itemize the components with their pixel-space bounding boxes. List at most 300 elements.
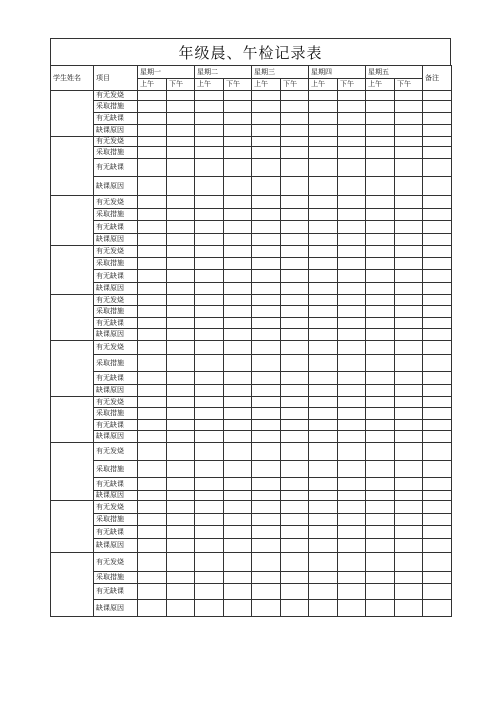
record-cell[interactable] bbox=[138, 113, 167, 125]
record-cell[interactable] bbox=[309, 539, 338, 553]
record-cell[interactable] bbox=[338, 443, 366, 461]
record-cell[interactable] bbox=[167, 539, 195, 553]
record-cell[interactable] bbox=[252, 539, 281, 553]
record-cell[interactable] bbox=[309, 491, 338, 501]
record-cell[interactable] bbox=[252, 258, 281, 270]
remarks-cell[interactable] bbox=[423, 572, 452, 584]
record-cell[interactable] bbox=[167, 431, 195, 443]
remarks-cell[interactable] bbox=[423, 196, 452, 209]
record-cell[interactable] bbox=[395, 234, 423, 246]
record-cell[interactable] bbox=[366, 341, 395, 355]
record-cell[interactable] bbox=[252, 408, 281, 420]
record-cell[interactable] bbox=[224, 91, 252, 101]
record-cell[interactable] bbox=[338, 514, 366, 526]
record-cell[interactable] bbox=[224, 372, 252, 385]
record-cell[interactable] bbox=[338, 355, 366, 372]
record-cell[interactable] bbox=[338, 584, 366, 600]
record-cell[interactable] bbox=[395, 491, 423, 501]
record-cell[interactable] bbox=[281, 397, 309, 408]
record-cell[interactable] bbox=[252, 159, 281, 177]
record-cell[interactable] bbox=[252, 501, 281, 514]
record-cell[interactable] bbox=[252, 355, 281, 372]
record-cell[interactable] bbox=[195, 283, 224, 295]
record-cell[interactable] bbox=[366, 283, 395, 295]
remarks-cell[interactable] bbox=[423, 246, 452, 258]
record-cell[interactable] bbox=[252, 101, 281, 113]
record-cell[interactable] bbox=[224, 553, 252, 572]
record-cell[interactable] bbox=[395, 539, 423, 553]
record-cell[interactable] bbox=[167, 514, 195, 526]
record-cell[interactable] bbox=[338, 341, 366, 355]
record-cell[interactable] bbox=[338, 553, 366, 572]
record-cell[interactable] bbox=[252, 91, 281, 101]
record-cell[interactable] bbox=[366, 101, 395, 113]
record-cell[interactable] bbox=[224, 355, 252, 372]
record-cell[interactable] bbox=[338, 397, 366, 408]
remarks-cell[interactable] bbox=[423, 101, 452, 113]
record-cell[interactable] bbox=[138, 501, 167, 514]
record-cell[interactable] bbox=[281, 147, 309, 159]
record-cell[interactable] bbox=[224, 125, 252, 137]
record-cell[interactable] bbox=[281, 514, 309, 526]
record-cell[interactable] bbox=[252, 491, 281, 501]
record-cell[interactable] bbox=[252, 196, 281, 209]
record-cell[interactable] bbox=[281, 177, 309, 196]
remarks-cell[interactable] bbox=[423, 420, 452, 431]
record-cell[interactable] bbox=[195, 501, 224, 514]
record-cell[interactable] bbox=[338, 147, 366, 159]
record-cell[interactable] bbox=[395, 431, 423, 443]
record-cell[interactable] bbox=[395, 113, 423, 125]
remarks-cell[interactable] bbox=[423, 113, 452, 125]
record-cell[interactable] bbox=[224, 318, 252, 329]
record-cell[interactable] bbox=[395, 420, 423, 431]
record-cell[interactable] bbox=[195, 600, 224, 617]
record-cell[interactable] bbox=[195, 397, 224, 408]
record-cell[interactable] bbox=[195, 125, 224, 137]
record-cell[interactable] bbox=[338, 501, 366, 514]
remarks-cell[interactable] bbox=[423, 478, 452, 491]
record-cell[interactable] bbox=[138, 584, 167, 600]
record-cell[interactable] bbox=[138, 246, 167, 258]
record-cell[interactable] bbox=[366, 306, 395, 318]
record-cell[interactable] bbox=[366, 443, 395, 461]
record-cell[interactable] bbox=[138, 539, 167, 553]
record-cell[interactable] bbox=[195, 355, 224, 372]
record-cell[interactable] bbox=[167, 408, 195, 420]
record-cell[interactable] bbox=[252, 385, 281, 397]
record-cell[interactable] bbox=[224, 306, 252, 318]
record-cell[interactable] bbox=[167, 221, 195, 234]
record-cell[interactable] bbox=[224, 443, 252, 461]
record-cell[interactable] bbox=[138, 420, 167, 431]
record-cell[interactable] bbox=[224, 431, 252, 443]
record-cell[interactable] bbox=[138, 91, 167, 101]
record-cell[interactable] bbox=[224, 147, 252, 159]
record-cell[interactable] bbox=[366, 600, 395, 617]
record-cell[interactable] bbox=[138, 478, 167, 491]
record-cell[interactable] bbox=[338, 125, 366, 137]
record-cell[interactable] bbox=[195, 572, 224, 584]
record-cell[interactable] bbox=[195, 553, 224, 572]
student-name-cell[interactable] bbox=[51, 246, 94, 295]
record-cell[interactable] bbox=[167, 329, 195, 341]
record-cell[interactable] bbox=[338, 600, 366, 617]
record-cell[interactable] bbox=[252, 221, 281, 234]
record-cell[interactable] bbox=[309, 91, 338, 101]
record-cell[interactable] bbox=[224, 461, 252, 478]
record-cell[interactable] bbox=[338, 385, 366, 397]
record-cell[interactable] bbox=[395, 196, 423, 209]
record-cell[interactable] bbox=[252, 514, 281, 526]
record-cell[interactable] bbox=[138, 295, 167, 306]
record-cell[interactable] bbox=[338, 283, 366, 295]
record-cell[interactable] bbox=[281, 306, 309, 318]
record-cell[interactable] bbox=[309, 283, 338, 295]
record-cell[interactable] bbox=[395, 147, 423, 159]
record-cell[interactable] bbox=[395, 246, 423, 258]
record-cell[interactable] bbox=[252, 209, 281, 221]
record-cell[interactable] bbox=[252, 137, 281, 147]
remarks-cell[interactable] bbox=[423, 397, 452, 408]
record-cell[interactable] bbox=[309, 514, 338, 526]
record-cell[interactable] bbox=[309, 125, 338, 137]
record-cell[interactable] bbox=[338, 420, 366, 431]
student-name-cell[interactable] bbox=[51, 137, 94, 196]
record-cell[interactable] bbox=[366, 385, 395, 397]
remarks-cell[interactable] bbox=[423, 258, 452, 270]
record-cell[interactable] bbox=[395, 584, 423, 600]
record-cell[interactable] bbox=[338, 491, 366, 501]
record-cell[interactable] bbox=[281, 318, 309, 329]
record-cell[interactable] bbox=[195, 526, 224, 539]
record-cell[interactable] bbox=[167, 385, 195, 397]
record-cell[interactable] bbox=[366, 246, 395, 258]
record-cell[interactable] bbox=[167, 270, 195, 283]
record-cell[interactable] bbox=[195, 246, 224, 258]
record-cell[interactable] bbox=[309, 341, 338, 355]
record-cell[interactable] bbox=[281, 270, 309, 283]
record-cell[interactable] bbox=[138, 329, 167, 341]
record-cell[interactable] bbox=[138, 177, 167, 196]
record-cell[interactable] bbox=[195, 461, 224, 478]
record-cell[interactable] bbox=[281, 584, 309, 600]
record-cell[interactable] bbox=[395, 221, 423, 234]
record-cell[interactable] bbox=[167, 159, 195, 177]
student-name-cell[interactable] bbox=[51, 91, 94, 137]
record-cell[interactable] bbox=[395, 137, 423, 147]
record-cell[interactable] bbox=[138, 514, 167, 526]
record-cell[interactable] bbox=[138, 553, 167, 572]
record-cell[interactable] bbox=[252, 283, 281, 295]
remarks-cell[interactable] bbox=[423, 283, 452, 295]
record-cell[interactable] bbox=[309, 147, 338, 159]
record-cell[interactable] bbox=[167, 306, 195, 318]
remarks-cell[interactable] bbox=[423, 125, 452, 137]
record-cell[interactable] bbox=[338, 408, 366, 420]
record-cell[interactable] bbox=[224, 196, 252, 209]
record-cell[interactable] bbox=[395, 372, 423, 385]
record-cell[interactable] bbox=[395, 283, 423, 295]
record-cell[interactable] bbox=[167, 600, 195, 617]
record-cell[interactable] bbox=[309, 113, 338, 125]
record-cell[interactable] bbox=[309, 420, 338, 431]
record-cell[interactable] bbox=[395, 101, 423, 113]
record-cell[interactable] bbox=[338, 113, 366, 125]
record-cell[interactable] bbox=[281, 196, 309, 209]
record-cell[interactable] bbox=[252, 295, 281, 306]
record-cell[interactable] bbox=[224, 329, 252, 341]
record-cell[interactable] bbox=[281, 478, 309, 491]
student-name-cell[interactable] bbox=[51, 295, 94, 341]
record-cell[interactable] bbox=[366, 234, 395, 246]
record-cell[interactable] bbox=[195, 159, 224, 177]
record-cell[interactable] bbox=[138, 137, 167, 147]
record-cell[interactable] bbox=[167, 491, 195, 501]
record-cell[interactable] bbox=[138, 283, 167, 295]
record-cell[interactable] bbox=[167, 397, 195, 408]
record-cell[interactable] bbox=[366, 295, 395, 306]
record-cell[interactable] bbox=[252, 318, 281, 329]
remarks-cell[interactable] bbox=[423, 408, 452, 420]
record-cell[interactable] bbox=[138, 572, 167, 584]
record-cell[interactable] bbox=[195, 431, 224, 443]
record-cell[interactable] bbox=[252, 584, 281, 600]
record-cell[interactable] bbox=[195, 478, 224, 491]
record-cell[interactable] bbox=[224, 246, 252, 258]
record-cell[interactable] bbox=[195, 584, 224, 600]
record-cell[interactable] bbox=[309, 372, 338, 385]
record-cell[interactable] bbox=[281, 283, 309, 295]
record-cell[interactable] bbox=[195, 196, 224, 209]
record-cell[interactable] bbox=[281, 431, 309, 443]
remarks-cell[interactable] bbox=[423, 539, 452, 553]
remarks-cell[interactable] bbox=[423, 91, 452, 101]
record-cell[interactable] bbox=[309, 600, 338, 617]
remarks-cell[interactable] bbox=[423, 147, 452, 159]
record-cell[interactable] bbox=[138, 443, 167, 461]
remarks-cell[interactable] bbox=[423, 306, 452, 318]
record-cell[interactable] bbox=[167, 443, 195, 461]
student-name-cell[interactable] bbox=[51, 443, 94, 501]
record-cell[interactable] bbox=[195, 306, 224, 318]
record-cell[interactable] bbox=[167, 526, 195, 539]
record-cell[interactable] bbox=[366, 539, 395, 553]
record-cell[interactable] bbox=[366, 514, 395, 526]
record-cell[interactable] bbox=[309, 501, 338, 514]
record-cell[interactable] bbox=[338, 478, 366, 491]
record-cell[interactable] bbox=[167, 196, 195, 209]
remarks-cell[interactable] bbox=[423, 431, 452, 443]
record-cell[interactable] bbox=[366, 221, 395, 234]
record-cell[interactable] bbox=[309, 295, 338, 306]
record-cell[interactable] bbox=[138, 221, 167, 234]
student-name-cell[interactable] bbox=[51, 501, 94, 553]
record-cell[interactable] bbox=[195, 221, 224, 234]
remarks-cell[interactable] bbox=[423, 443, 452, 461]
record-cell[interactable] bbox=[224, 113, 252, 125]
record-cell[interactable] bbox=[138, 125, 167, 137]
record-cell[interactable] bbox=[395, 478, 423, 491]
record-cell[interactable] bbox=[167, 372, 195, 385]
remarks-cell[interactable] bbox=[423, 177, 452, 196]
record-cell[interactable] bbox=[195, 101, 224, 113]
record-cell[interactable] bbox=[167, 234, 195, 246]
record-cell[interactable] bbox=[395, 159, 423, 177]
record-cell[interactable] bbox=[224, 177, 252, 196]
record-cell[interactable] bbox=[252, 420, 281, 431]
record-cell[interactable] bbox=[338, 431, 366, 443]
record-cell[interactable] bbox=[366, 125, 395, 137]
record-cell[interactable] bbox=[138, 196, 167, 209]
remarks-cell[interactable] bbox=[423, 355, 452, 372]
record-cell[interactable] bbox=[309, 306, 338, 318]
record-cell[interactable] bbox=[338, 461, 366, 478]
record-cell[interactable] bbox=[366, 159, 395, 177]
record-cell[interactable] bbox=[309, 137, 338, 147]
student-name-cell[interactable] bbox=[51, 341, 94, 397]
record-cell[interactable] bbox=[252, 341, 281, 355]
record-cell[interactable] bbox=[281, 258, 309, 270]
record-cell[interactable] bbox=[309, 177, 338, 196]
record-cell[interactable] bbox=[252, 526, 281, 539]
record-cell[interactable] bbox=[252, 600, 281, 617]
record-cell[interactable] bbox=[309, 101, 338, 113]
record-cell[interactable] bbox=[309, 209, 338, 221]
record-cell[interactable] bbox=[366, 397, 395, 408]
record-cell[interactable] bbox=[309, 196, 338, 209]
record-cell[interactable] bbox=[252, 306, 281, 318]
record-cell[interactable] bbox=[224, 221, 252, 234]
record-cell[interactable] bbox=[338, 270, 366, 283]
remarks-cell[interactable] bbox=[423, 501, 452, 514]
record-cell[interactable] bbox=[281, 572, 309, 584]
record-cell[interactable] bbox=[395, 341, 423, 355]
record-cell[interactable] bbox=[138, 306, 167, 318]
record-cell[interactable] bbox=[338, 101, 366, 113]
record-cell[interactable] bbox=[281, 491, 309, 501]
record-cell[interactable] bbox=[309, 478, 338, 491]
record-cell[interactable] bbox=[366, 553, 395, 572]
record-cell[interactable] bbox=[281, 341, 309, 355]
record-cell[interactable] bbox=[309, 584, 338, 600]
record-cell[interactable] bbox=[138, 209, 167, 221]
record-cell[interactable] bbox=[395, 355, 423, 372]
record-cell[interactable] bbox=[167, 283, 195, 295]
record-cell[interactable] bbox=[195, 91, 224, 101]
record-cell[interactable] bbox=[167, 258, 195, 270]
record-cell[interactable] bbox=[309, 461, 338, 478]
record-cell[interactable] bbox=[224, 478, 252, 491]
record-cell[interactable] bbox=[224, 234, 252, 246]
record-cell[interactable] bbox=[309, 443, 338, 461]
record-cell[interactable] bbox=[395, 461, 423, 478]
record-cell[interactable] bbox=[195, 270, 224, 283]
record-cell[interactable] bbox=[167, 553, 195, 572]
record-cell[interactable] bbox=[138, 397, 167, 408]
record-cell[interactable] bbox=[138, 147, 167, 159]
record-cell[interactable] bbox=[338, 196, 366, 209]
record-cell[interactable] bbox=[167, 101, 195, 113]
record-cell[interactable] bbox=[138, 600, 167, 617]
record-cell[interactable] bbox=[366, 113, 395, 125]
record-cell[interactable] bbox=[138, 101, 167, 113]
record-cell[interactable] bbox=[395, 572, 423, 584]
record-cell[interactable] bbox=[252, 113, 281, 125]
record-cell[interactable] bbox=[167, 584, 195, 600]
record-cell[interactable] bbox=[224, 385, 252, 397]
record-cell[interactable] bbox=[366, 258, 395, 270]
remarks-cell[interactable] bbox=[423, 526, 452, 539]
remarks-cell[interactable] bbox=[423, 209, 452, 221]
record-cell[interactable] bbox=[309, 221, 338, 234]
record-cell[interactable] bbox=[395, 177, 423, 196]
record-cell[interactable] bbox=[224, 295, 252, 306]
record-cell[interactable] bbox=[366, 318, 395, 329]
record-cell[interactable] bbox=[195, 385, 224, 397]
record-cell[interactable] bbox=[224, 270, 252, 283]
record-cell[interactable] bbox=[224, 397, 252, 408]
record-cell[interactable] bbox=[195, 147, 224, 159]
record-cell[interactable] bbox=[366, 91, 395, 101]
record-cell[interactable] bbox=[195, 539, 224, 553]
record-cell[interactable] bbox=[395, 318, 423, 329]
record-cell[interactable] bbox=[252, 553, 281, 572]
record-cell[interactable] bbox=[309, 572, 338, 584]
record-cell[interactable] bbox=[252, 125, 281, 137]
record-cell[interactable] bbox=[395, 600, 423, 617]
remarks-cell[interactable] bbox=[423, 329, 452, 341]
record-cell[interactable] bbox=[252, 234, 281, 246]
record-cell[interactable] bbox=[338, 177, 366, 196]
record-cell[interactable] bbox=[309, 258, 338, 270]
record-cell[interactable] bbox=[366, 408, 395, 420]
record-cell[interactable] bbox=[338, 234, 366, 246]
record-cell[interactable] bbox=[395, 443, 423, 461]
record-cell[interactable] bbox=[138, 526, 167, 539]
record-cell[interactable] bbox=[224, 420, 252, 431]
remarks-cell[interactable] bbox=[423, 461, 452, 478]
record-cell[interactable] bbox=[195, 209, 224, 221]
record-cell[interactable] bbox=[338, 572, 366, 584]
record-cell[interactable] bbox=[224, 526, 252, 539]
record-cell[interactable] bbox=[281, 113, 309, 125]
record-cell[interactable] bbox=[309, 246, 338, 258]
student-name-cell[interactable] bbox=[51, 397, 94, 443]
record-cell[interactable] bbox=[138, 159, 167, 177]
record-cell[interactable] bbox=[252, 397, 281, 408]
record-cell[interactable] bbox=[224, 283, 252, 295]
record-cell[interactable] bbox=[338, 91, 366, 101]
record-cell[interactable] bbox=[195, 113, 224, 125]
record-cell[interactable] bbox=[395, 270, 423, 283]
record-cell[interactable] bbox=[281, 355, 309, 372]
record-cell[interactable] bbox=[366, 137, 395, 147]
record-cell[interactable] bbox=[167, 246, 195, 258]
record-cell[interactable] bbox=[281, 501, 309, 514]
record-cell[interactable] bbox=[338, 329, 366, 341]
record-cell[interactable] bbox=[167, 147, 195, 159]
record-cell[interactable] bbox=[195, 234, 224, 246]
record-cell[interactable] bbox=[167, 461, 195, 478]
record-cell[interactable] bbox=[224, 137, 252, 147]
remarks-cell[interactable] bbox=[423, 385, 452, 397]
record-cell[interactable] bbox=[395, 526, 423, 539]
record-cell[interactable] bbox=[167, 295, 195, 306]
record-cell[interactable] bbox=[167, 572, 195, 584]
record-cell[interactable] bbox=[252, 147, 281, 159]
record-cell[interactable] bbox=[252, 270, 281, 283]
